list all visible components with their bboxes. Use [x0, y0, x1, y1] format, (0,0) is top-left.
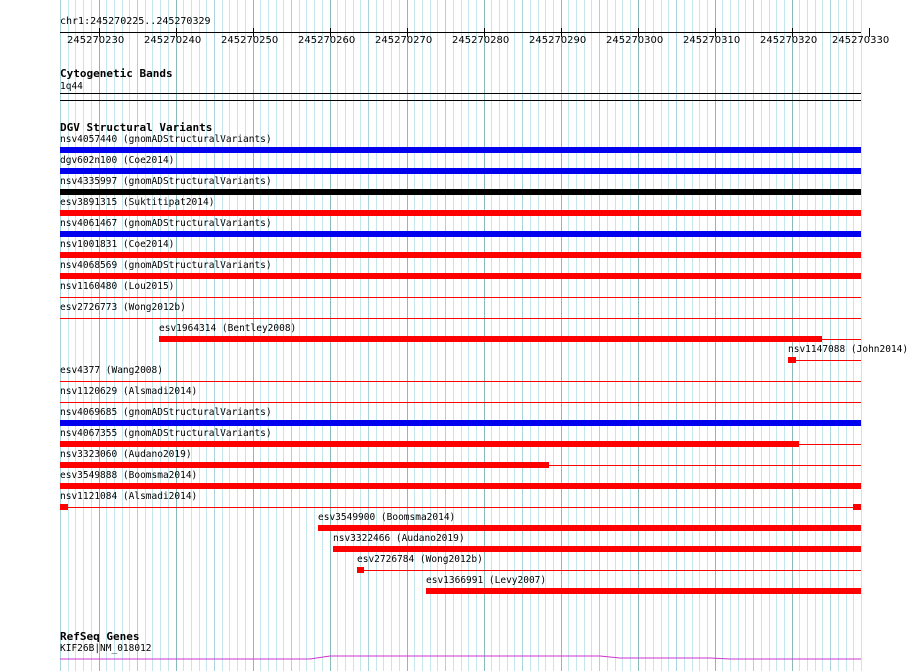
- variant-label[interactable]: nsv4061467 (gnomADStructuralVariants): [60, 218, 272, 229]
- variant-label[interactable]: nsv1160480 (Lou2015): [60, 281, 175, 292]
- ruler-tick-label: 245270250: [221, 35, 279, 46]
- variant-bar[interactable]: [853, 504, 861, 510]
- variant-label[interactable]: nsv4068569 (gnomADStructuralVariants): [60, 260, 272, 271]
- variant-row-line: [788, 360, 861, 361]
- variant-bar[interactable]: [60, 420, 861, 426]
- variant-label[interactable]: esv2726773 (Wong2012b): [60, 302, 186, 313]
- ruler-tick-label: 245270230: [67, 35, 125, 46]
- ruler-tick-label: 245270260: [298, 35, 356, 46]
- variant-bar[interactable]: [60, 189, 861, 195]
- variant-bar[interactable]: [60, 210, 861, 216]
- variant-label[interactable]: nsv3323060 (Audano2019): [60, 449, 192, 460]
- variant-bar[interactable]: [60, 273, 861, 279]
- variant-label[interactable]: esv4377 (Wang2008): [60, 365, 163, 376]
- variant-row-line: [60, 381, 861, 382]
- variant-label[interactable]: nsv4057440 (gnomADStructuralVariants): [60, 134, 272, 145]
- variant-bar[interactable]: [60, 168, 861, 174]
- variant-label[interactable]: nsv1121084 (Alsmadi2014): [60, 491, 198, 502]
- variant-label[interactable]: nsv3322466 (Audano2019): [333, 533, 465, 544]
- ruler-tick-label: 245270330: [832, 35, 890, 46]
- refseq-track-title: RefSeq Genes: [60, 630, 140, 643]
- variant-row-line: [60, 297, 861, 298]
- ruler-tick-label: 245270290: [529, 35, 587, 46]
- variant-bar[interactable]: [357, 567, 364, 573]
- ruler-tick-label: 245270320: [760, 35, 818, 46]
- variant-bar[interactable]: [60, 462, 549, 468]
- variant-label[interactable]: nsv1001831 (Coe2014): [60, 239, 175, 250]
- variant-label[interactable]: nsv4335997 (gnomADStructuralVariants): [60, 176, 272, 187]
- variant-label[interactable]: nsv1147088 (John2014): [788, 344, 908, 355]
- variant-bar[interactable]: [159, 336, 822, 342]
- variant-label[interactable]: nsv4069685 (gnomADStructuralVariants): [60, 407, 272, 418]
- variant-label[interactable]: nsv1120629 (Alsmadi2014): [60, 386, 198, 397]
- variant-row-line: [60, 318, 861, 319]
- variant-label[interactable]: esv1366991 (Levy2007): [426, 575, 547, 586]
- track-separator: [60, 100, 861, 101]
- variant-row-line: [60, 402, 861, 403]
- variant-bar[interactable]: [60, 147, 861, 153]
- refseq-gene-label[interactable]: KIF26B|NM_018012: [60, 643, 152, 654]
- location-label: chr1:245270225..245270329: [60, 16, 211, 27]
- variant-bar[interactable]: [60, 483, 861, 489]
- dgv-track-title: DGV Structural Variants: [60, 121, 213, 134]
- variant-bar[interactable]: [60, 231, 861, 237]
- ruler-tick-label: 245270310: [683, 35, 741, 46]
- ruler-tick-label: 245270270: [375, 35, 433, 46]
- variant-row-line: [60, 507, 861, 508]
- refseq-gene-model[interactable]: [60, 652, 861, 662]
- cytoband-bar: [60, 93, 861, 94]
- cytoband-label[interactable]: 1q44: [60, 81, 83, 92]
- ruler-axis: [60, 32, 861, 33]
- ruler-tick-label: 245270240: [144, 35, 202, 46]
- variant-label[interactable]: esv1964314 (Bentley2008): [159, 323, 297, 334]
- variant-label[interactable]: nsv4067355 (gnomADStructuralVariants): [60, 428, 272, 439]
- variant-bar[interactable]: [333, 546, 861, 552]
- cytoband-track-title: Cytogenetic Bands: [60, 67, 173, 80]
- variant-bar[interactable]: [318, 525, 861, 531]
- variant-bar[interactable]: [60, 252, 861, 258]
- variant-bar[interactable]: [60, 504, 68, 510]
- variant-row-line: [357, 570, 861, 571]
- variant-bar[interactable]: [60, 441, 799, 447]
- variant-label[interactable]: esv2726784 (Wong2012b): [357, 554, 483, 565]
- variant-label[interactable]: esv3891315 (Suktitipat2014): [60, 197, 215, 208]
- variant-label[interactable]: esv3549900 (Boomsma2014): [318, 512, 456, 523]
- ruler-tick-label: 245270280: [452, 35, 510, 46]
- ruler-tick-label: 245270300: [606, 35, 664, 46]
- variant-bar[interactable]: [426, 588, 861, 594]
- variant-label[interactable]: esv3549888 (Boomsma2014): [60, 470, 198, 481]
- variant-bar[interactable]: [788, 357, 796, 363]
- variant-label[interactable]: dgv602n100 (Coe2014): [60, 155, 175, 166]
